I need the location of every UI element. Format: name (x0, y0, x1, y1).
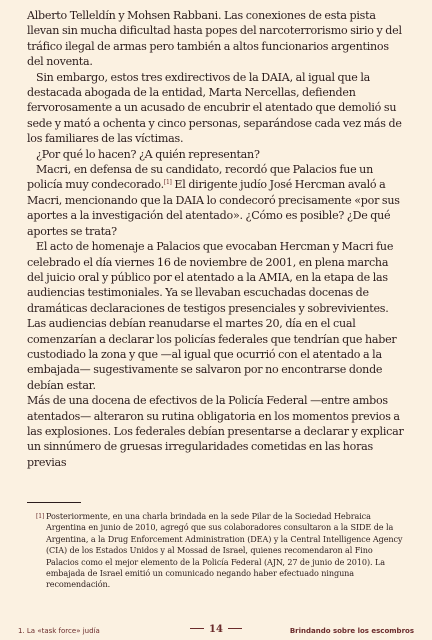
paragraph: Más de una docena de efectivos de la Policía Federal —entre ambos atentados— alteraron su rutina obligatoria en los momentos previos a las explosiones. Los federales debían presentarse a declarar y explicar un sinnúmero de gruesas irregularidades cometidas en las horas previas (27, 394, 404, 469)
page-footer (18, 624, 414, 638)
footnote-mark: [1] (36, 513, 45, 520)
footnote-reference[interactable]: [1] (163, 179, 172, 187)
footer-section-title: Brindando sobre los escombros (289, 627, 414, 635)
footnote (36, 511, 404, 591)
paragraph: Sin embargo, estos tres exdirectivos de la DAIA, al igual que la destacada abogada de la entidad, Marta Nercellas, defienden fervorosamente a un acusado de encubrir el atentado que demolió su sede y mató a ochenta y cinco personas, separándose cada vez más de los familiares de las víctimas. (27, 70, 402, 146)
page-number-value: 14 (209, 624, 223, 635)
dash-right (228, 628, 242, 629)
paragraph: Alberto Telleldín y Mohsen Rabbani. Las conexiones de esta pista llevan sin mucha dificultad hasta popes del narcoterrorismo sirio y del tráfico ilegal de armas pero también a altos funcionarios argentinos del noventa. (27, 9, 402, 69)
footnote-divider (27, 502, 81, 503)
paragraph: ¿Por qué lo hacen? ¿A quién representan? (36, 147, 260, 161)
paragraph-text: El dirigente judío José Hercman avaló a Macri, mencionando que la DAIA lo condecoró precisamente «por sus aportes a la investigación del atentado». ¿Cómo es posible? ¿De qué aportes se trata? (27, 178, 400, 238)
footer-chapter-title: 1. La «task force» judía (18, 627, 100, 635)
body-text (27, 8, 405, 470)
paragraph-text: Macri, en defensa de su candidato, recordó que Palacios fue un policía muy condecorado. (27, 163, 373, 192)
dash-left (190, 628, 204, 629)
paragraph: El acto de homenaje a Palacios que evocaban Hercman y Macri fue celebrado el día viernes 16 de noviembre de 2001, en plena marcha del juicio oral y público por el atentado a la AMIA, en la etapa de las audiencias testimoniales. Ya se llevaban escuchadas docenas de dramáticas declaraciones de testigos presenciales y sobrevivientes. Las audiencias debían reanudarse el martes 20, día en el cual comenzarían a declarar los policías federales que tendrían que haber custodiado la zona y que —al igual que ocurrió con el atentado a la embajada— sugestivamente se salvaron por no encontrarse donde debían estar. (27, 240, 397, 392)
footnote-text: Posteriormente, en una charla brindada en la sede Pilar de la Sociedad Hebraica Argentina en junio de 2010, agregó que sus colaboradores consultaron a la SIDE de la Argentina, a la Drug Enforcement Administration (DEA) y la Central Intelligence Agency (CIA) de los Estados Unidos y al Mossad de Israel, quienes recomendaron al Fino Palacios como el mejor elemento de la Policía Federal (AJN, 27 de junio de 2010). La embajada de Israel emitió un comunicado negando haber efectuado ninguna recomendación. (46, 511, 403, 590)
paragraph (27, 162, 405, 239)
